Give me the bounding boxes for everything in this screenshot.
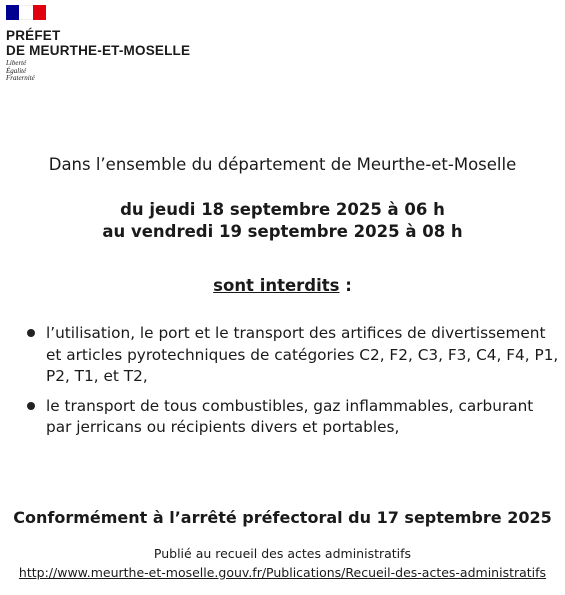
list-item-text: l’utilisation, le port et le transport des artifices de divertissement et articles pyrotechniques de catégories C2, F2, C3, F3, C4, F4, P1, P2, T1, et T2,	[46, 324, 559, 385]
list-item	[22, 323, 562, 388]
date-to: au vendredi 19 septembre 2025 à 08 h	[102, 222, 463, 241]
prefet-line-1: PRÉFET	[6, 28, 61, 43]
arrete-reference: Conformément à l’arrêté préfectoral du 17 septembre 2025	[13, 508, 552, 527]
french-flag-icon	[6, 5, 46, 20]
recueil-link[interactable]: http://www.meurthe-et-moselle.gouv.fr/Publications/Recueil-des-actes-administratifs	[18, 565, 547, 580]
prefet-line-2: DE MEURTHE-ET-MOSELLE	[6, 43, 191, 58]
bullet-icon	[27, 329, 35, 337]
republic-motto	[6, 60, 190, 83]
prefet-title	[6, 28, 190, 58]
list-item-text: le transport de tous combustibles, gaz inflammables, carburant par jerricans ou récipients divers et portables,	[46, 396, 534, 436]
scope-statement: Dans l’ensemble du département de Meurthe-et-Moselle	[48, 155, 517, 174]
prefecture-logo	[6, 5, 190, 83]
date-from: du jeudi 18 septembre 2025 à 06 h	[120, 200, 445, 219]
date-range	[0, 199, 565, 243]
forbidden-list	[22, 323, 562, 447]
publication-note: Publié au recueil des actes administratifs	[153, 546, 412, 561]
bullet-icon	[27, 402, 35, 410]
list-item	[22, 396, 562, 439]
forbidden-colon: :	[339, 276, 352, 295]
forbidden-heading	[0, 276, 565, 295]
motto-egalite: Égalité	[6, 66, 27, 75]
motto-liberte: Liberté	[6, 59, 27, 67]
motto-fraternite: Fraternité	[6, 74, 35, 82]
forbidden-label: sont interdits	[213, 276, 340, 295]
